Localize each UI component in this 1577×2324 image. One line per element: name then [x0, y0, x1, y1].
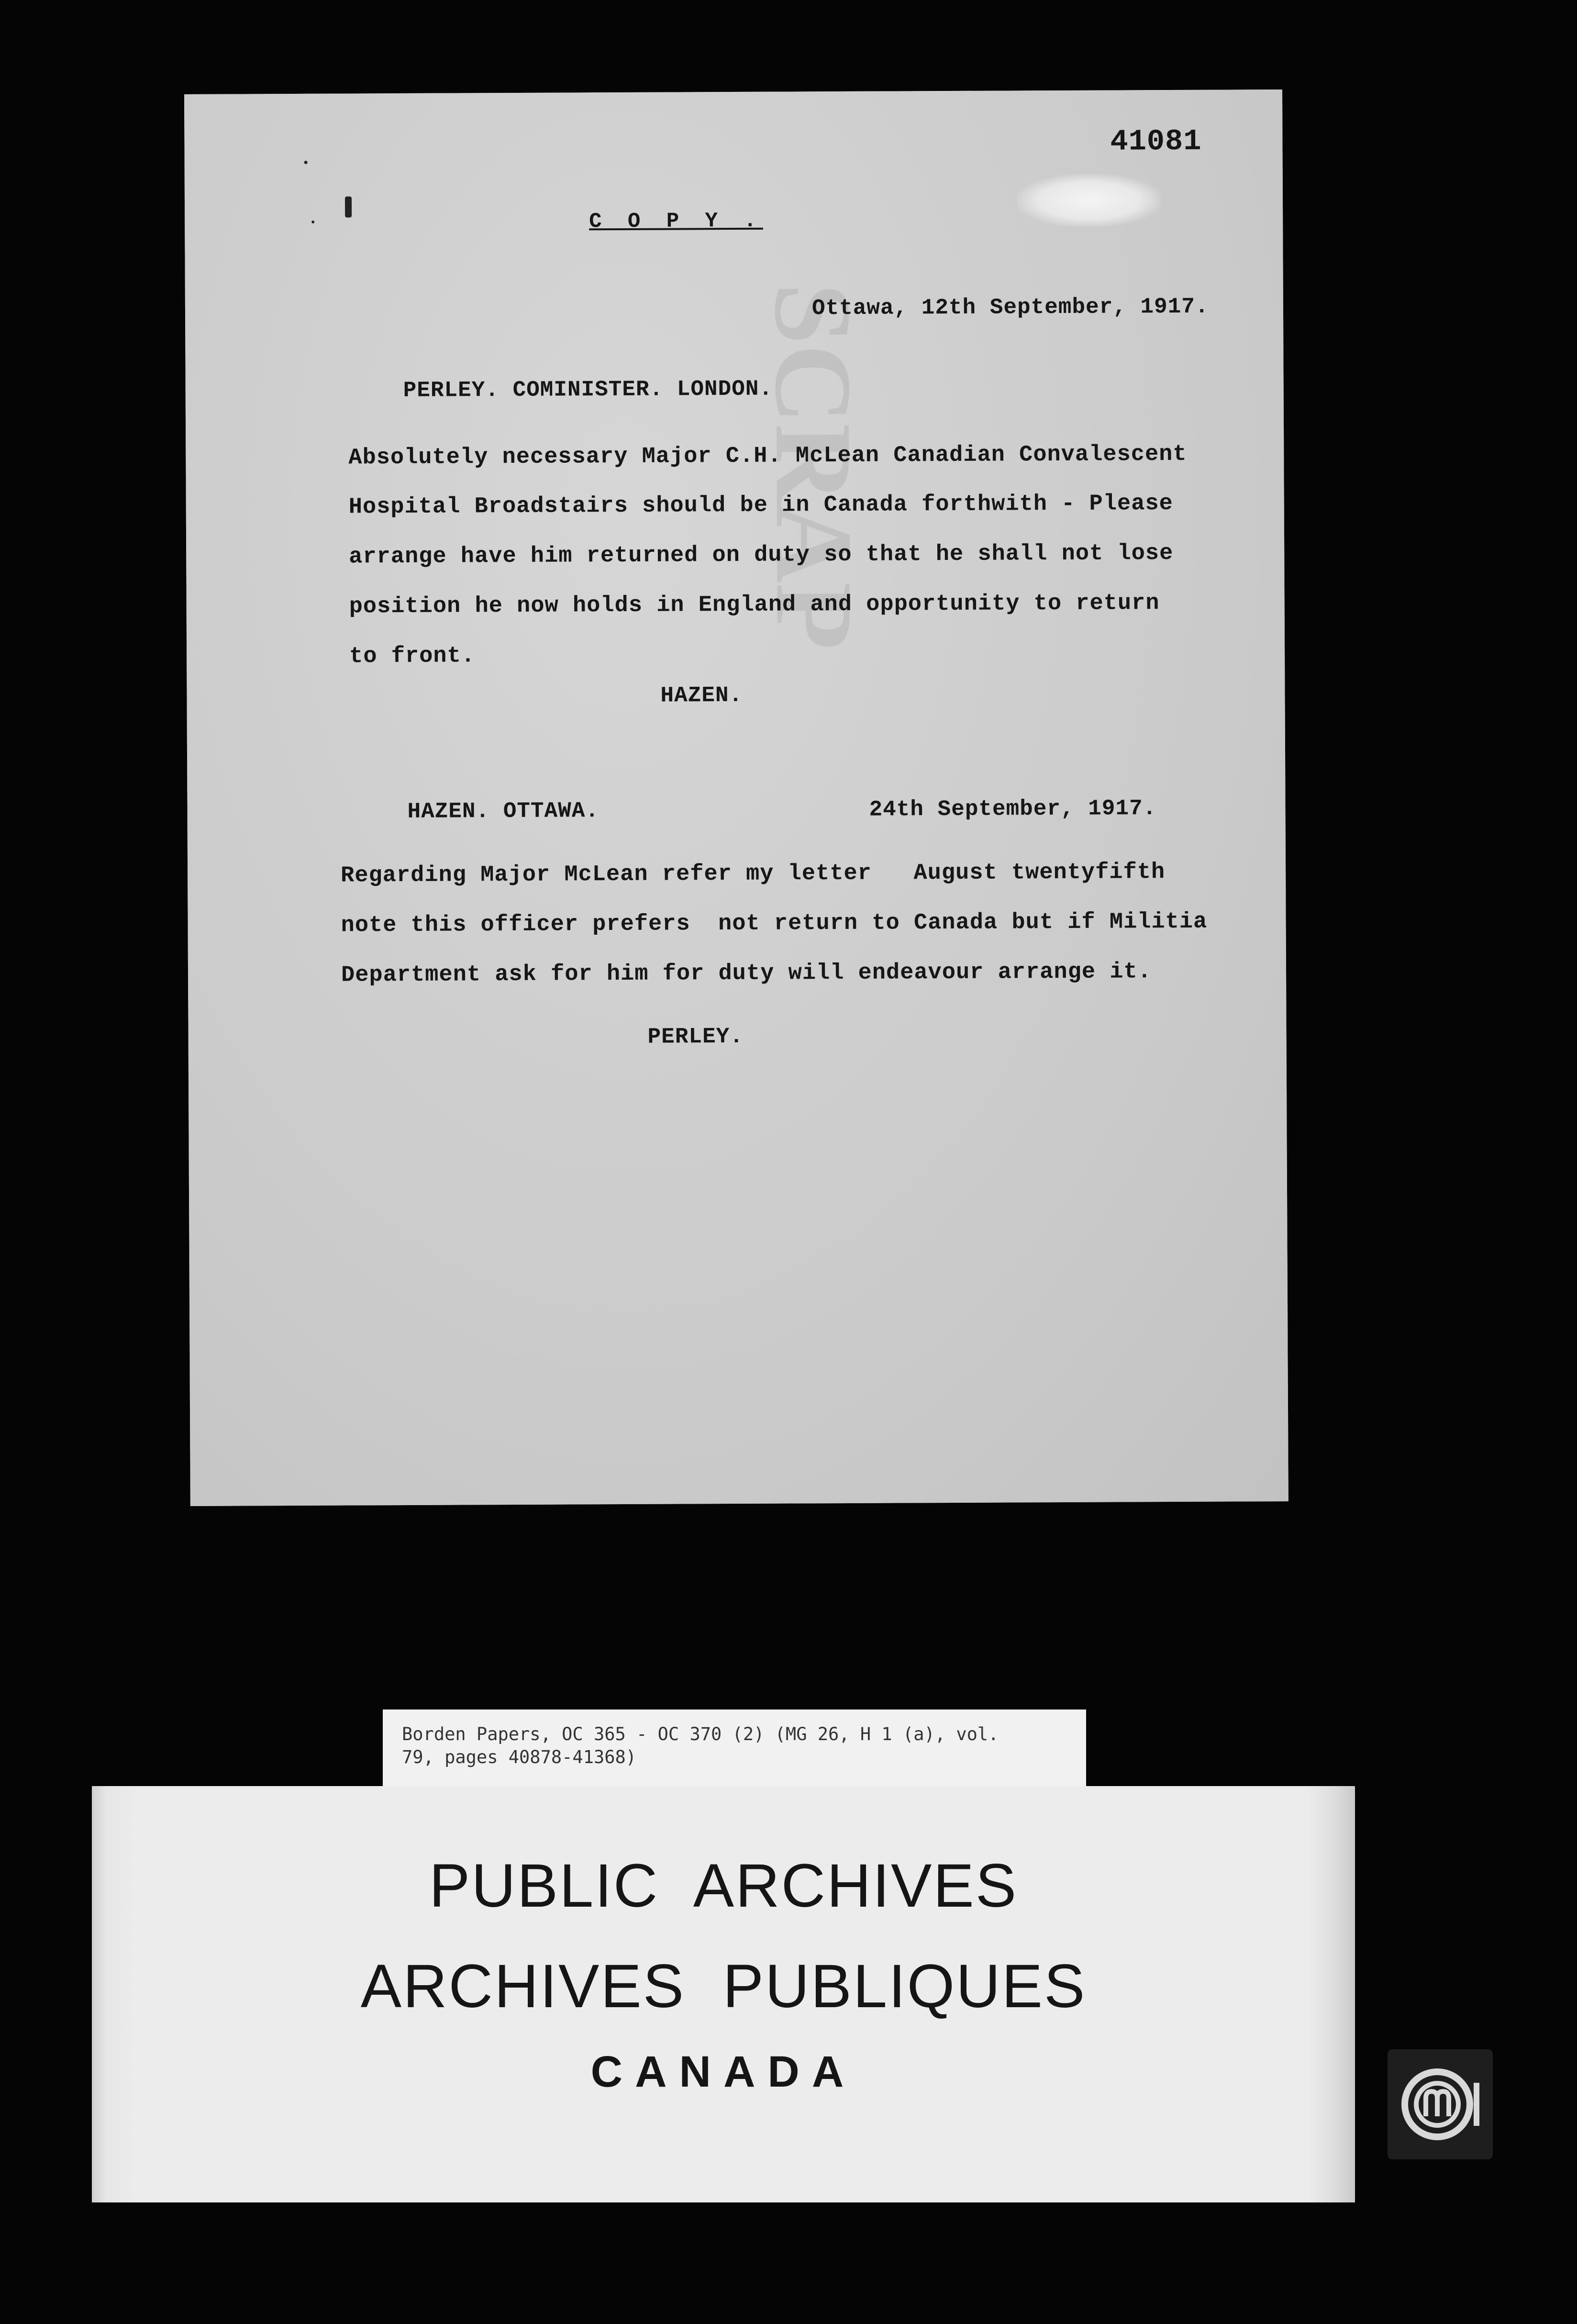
document-page	[184, 89, 1288, 1506]
first-signature: HAZEN.	[660, 682, 743, 708]
first-message-line: to front.	[349, 643, 476, 670]
first-message-line: Absolutely necessary Major C.H. McLean Canadian Convalescent	[348, 441, 1187, 471]
second-message-line: note this officer prefers not return to Canada but if Militia	[341, 909, 1208, 939]
document-number: 41081	[1110, 124, 1202, 159]
reference-label	[383, 1709, 1086, 1786]
second-message-line: Department ask for him for duty will endeavour arrange it.	[341, 959, 1152, 988]
archive-country: CANADA	[590, 2047, 856, 2096]
first-message-line: arrange have him returned on duty so that he shall not lose	[349, 540, 1174, 570]
ink-dot	[304, 161, 308, 164]
archive-title-french: ARCHIVES PUBLIQUES	[360, 1952, 1087, 2021]
first-message-line: Hospital Broadstairs should be in Canada forthwith - Please	[348, 491, 1173, 520]
first-dateline: Ottawa, 12th September, 1917.	[811, 294, 1209, 321]
ink-dot	[311, 221, 314, 223]
second-date: 24th September, 1917.	[869, 796, 1157, 822]
ink-mark	[345, 196, 352, 217]
second-signature: PERLEY.	[647, 1024, 744, 1050]
second-address: HAZEN. OTTAWA.	[407, 798, 600, 824]
paper-smudge	[1017, 174, 1161, 227]
archive-card	[92, 1786, 1355, 2202]
archive-title-english: PUBLIC ARCHIVES	[429, 1852, 1018, 1920]
copy-heading: C O P Y .	[589, 209, 763, 234]
first-address: PERLEY. COMINISTER. LONDON.	[403, 376, 773, 403]
reference-line: 79, pages 40878-41368)	[402, 1747, 637, 1767]
second-message-line: Regarding Major McLean refer my letter August twentyfifth	[341, 860, 1166, 889]
faded-stamp: SCRAP	[752, 282, 876, 650]
first-message-line: position he now holds in England and opportunity to return	[349, 591, 1160, 620]
microfilm-logo-icon	[1388, 2049, 1493, 2159]
reference-line: Borden Papers, OC 365 - OC 370 (2) (MG 26, H 1 (a), vol.	[402, 1724, 999, 1744]
